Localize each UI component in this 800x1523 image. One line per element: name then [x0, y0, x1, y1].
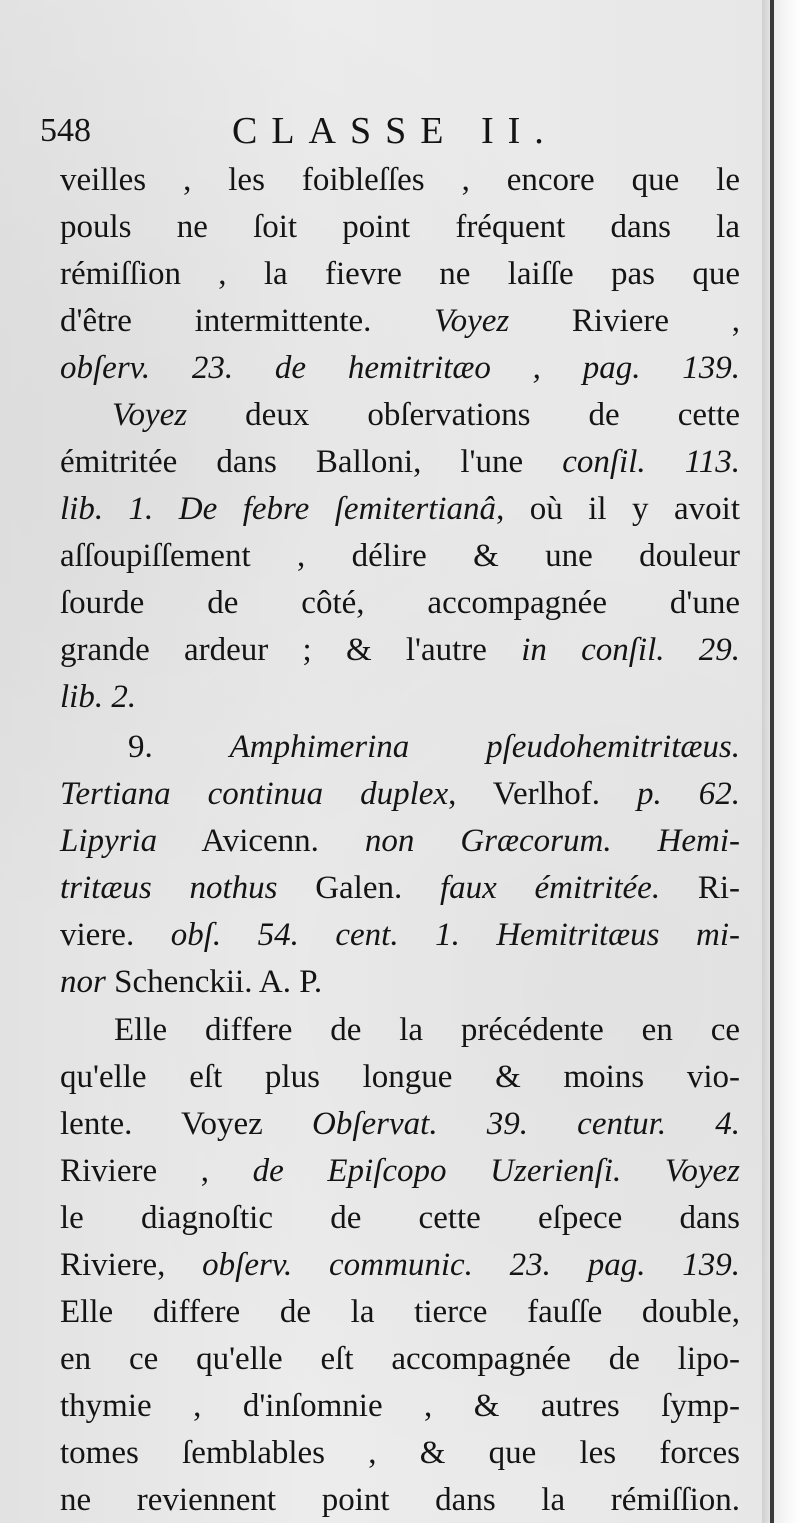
- italic-text: lib. 2.: [60, 679, 137, 715]
- italic-text: tritæus nothus: [60, 870, 278, 906]
- text-line: [60, 254, 740, 294]
- text-run: , Verlhof.: [448, 776, 637, 812]
- text-run: d'être intermittente.: [60, 303, 435, 339]
- text-line: [60, 1198, 740, 1238]
- italic-text: in conſil. 29.: [521, 632, 740, 668]
- text-line: [60, 630, 740, 670]
- text-run: Schenckii. A. P.: [105, 964, 323, 1000]
- text-run: ne reviennent point dans la rémiſſion.: [60, 1482, 740, 1518]
- italic-text: obſerv. 23. de hemitritæo , pag. 139.: [60, 350, 740, 386]
- text-line: [60, 821, 740, 861]
- italic-text: p. 62.: [637, 776, 741, 812]
- text-line: [60, 1245, 740, 1285]
- text-line: [60, 536, 740, 576]
- text-line: [60, 1057, 740, 1097]
- text-run: émitritée dans Balloni, l'une: [60, 444, 563, 480]
- text-line: [60, 348, 740, 388]
- text-line: [60, 583, 740, 623]
- italic-text: de Epiſcopo Uzerienſi. Voyez: [252, 1153, 740, 1189]
- italic-text: Obſervat. 39. centur. 4.: [312, 1106, 741, 1142]
- text-line: [128, 727, 740, 767]
- text-line: [60, 1292, 740, 1332]
- italic-text: Voyez: [112, 397, 188, 433]
- text-run: aſſoupiſſement , délire & une douleur: [60, 538, 740, 574]
- text-run: deux obſervations de cette: [187, 397, 740, 433]
- text-run: Ri-: [660, 870, 741, 906]
- text-line: [60, 489, 740, 529]
- text-run: Elle differe de la tierce fauſſe double,: [60, 1294, 740, 1330]
- italic-text: conſil. 113.: [562, 444, 741, 480]
- text-line: [60, 1104, 740, 1144]
- text-run: Riviere,: [60, 1247, 203, 1283]
- text-run: Riviere ,: [60, 1153, 253, 1189]
- text-run: pouls ne ſoit point fréquent dans la: [60, 209, 740, 245]
- text-line: [60, 1480, 740, 1520]
- text-run: lente. Voyez: [60, 1106, 313, 1142]
- text-run: ſourde de côté, accompagnée d'une: [60, 585, 740, 621]
- italic-text: Amphimerina pſeudohemitritæus.: [229, 729, 740, 765]
- text-run: rémiſſion , la fievre ne laiſſe pas que: [60, 256, 740, 292]
- text-run: en ce qu'elle eſt accompagnée de lipo-: [60, 1341, 740, 1377]
- text-run: , où il y avoit: [496, 491, 740, 527]
- text-run: thymie , d'inſomnie , & autres ſymp-: [60, 1388, 740, 1424]
- text-line: [60, 207, 740, 247]
- italic-text: Tertiana continua duplex: [60, 776, 449, 812]
- text-run: le diagnoſtic de cette eſpece dans: [60, 1200, 740, 1236]
- text-run: Riviere ,: [509, 303, 740, 339]
- italic-text: obſerv. communic. 23. pag. 139.: [202, 1247, 740, 1283]
- text-run: 9.: [128, 729, 230, 765]
- text-line: [112, 395, 740, 435]
- page-number: 548: [40, 112, 91, 149]
- text-line: [60, 962, 740, 1002]
- text-run: tomes ſemblables , & que les forces: [60, 1435, 740, 1471]
- italic-text: obſ. 54. cent. 1. Hemitritæus mi-: [170, 917, 740, 953]
- italic-text: Voyez: [434, 303, 510, 339]
- text-run: grande ardeur ; & l'autre: [60, 632, 522, 668]
- text-run: Galen.: [277, 870, 440, 906]
- text-line: [60, 915, 740, 955]
- text-run: Elle differe de la précédente en ce: [114, 1012, 740, 1048]
- text-line: [60, 301, 740, 341]
- text-line: [114, 1010, 740, 1050]
- running-title: CLASSE II.: [232, 110, 558, 152]
- text-line: [60, 868, 740, 908]
- italic-text: lib. 1. De febre ſemitertianâ: [60, 491, 497, 527]
- text-line: [60, 1386, 740, 1426]
- text-line: [60, 677, 740, 717]
- page-edge: [762, 0, 800, 1523]
- text-run: veilles , les foibleſſes , encore que le: [60, 162, 740, 198]
- italic-text: nor: [60, 964, 106, 1000]
- page-border-line: [770, 0, 774, 1523]
- text-line: [60, 774, 740, 814]
- italic-text: faux émitritée.: [439, 870, 661, 906]
- text-line: [60, 160, 740, 200]
- italic-text: Lipyria: [60, 823, 158, 859]
- text-line: [60, 442, 740, 482]
- text-run: viere.: [60, 917, 171, 953]
- running-header: [40, 108, 560, 154]
- text-run: Avicenn.: [157, 823, 365, 859]
- italic-text: non Græcorum. Hemi-: [364, 823, 740, 859]
- text-line: [60, 1433, 740, 1473]
- text-line: [60, 1151, 740, 1191]
- text-line: [60, 1339, 740, 1379]
- text-run: qu'elle eſt plus longue & moins vio-: [60, 1059, 740, 1095]
